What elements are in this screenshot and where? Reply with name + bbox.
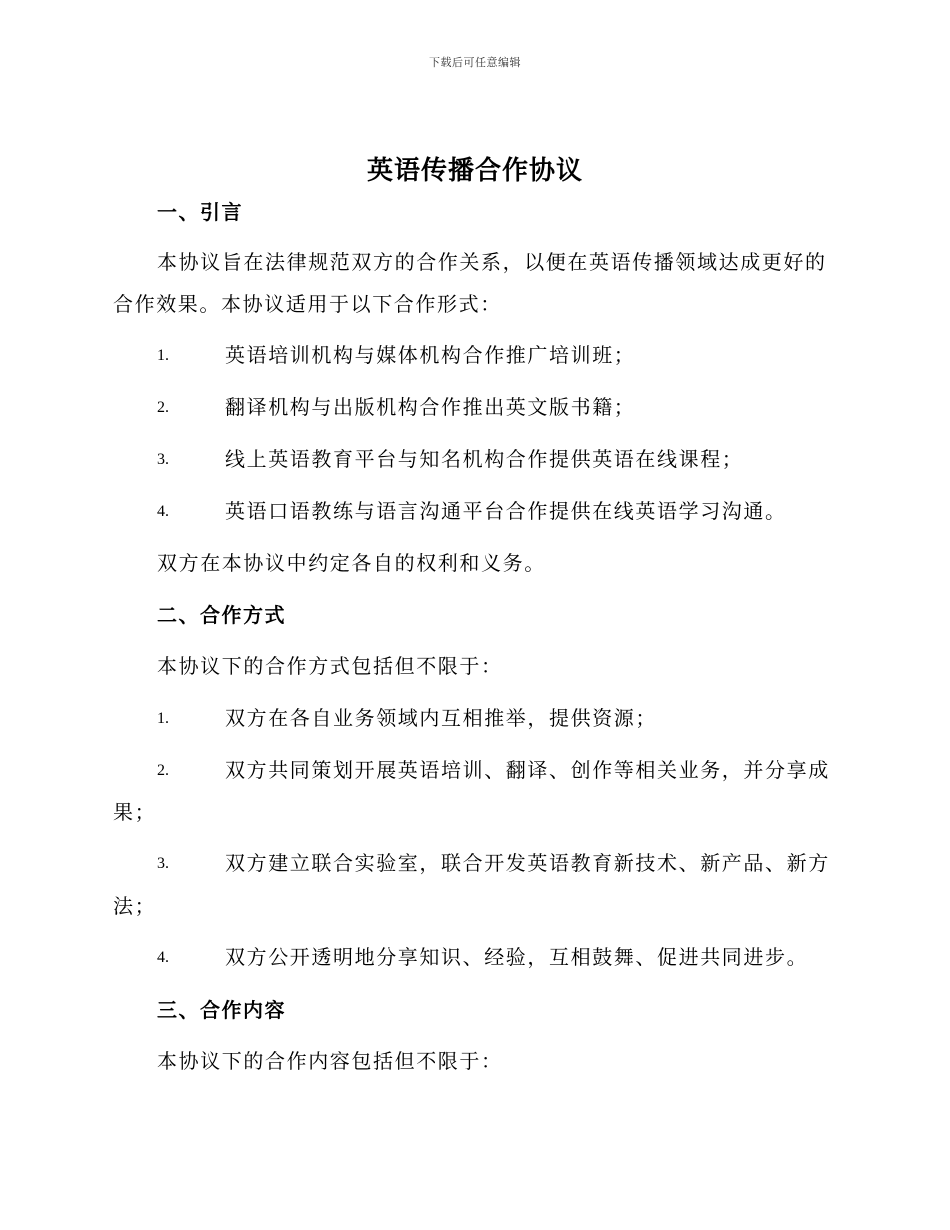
list-item-continuation: 果； xyxy=(113,800,157,824)
list-item-text: 双方共同策划开展英语培训、翻译、创作等相关业务，并分享成 xyxy=(225,758,830,782)
list-item-number: 2. xyxy=(157,399,169,416)
section-heading-cooperation-methods: 二、合作方式 xyxy=(157,603,286,627)
list-item-text: 双方在各自业务领域内互相推举，提供资源； xyxy=(225,706,657,730)
section-heading-intro: 一、引言 xyxy=(157,200,243,224)
paragraph-line: 本协议下的合作方式包括但不限于： xyxy=(157,654,503,678)
list-item-text: 双方公开透明地分享知识、经验，互相鼓舞、促进共同进步。 xyxy=(225,945,809,969)
list-item-text: 双方建立联合实验室，联合开发英语教育新技术、新产品、新方 xyxy=(225,851,830,875)
section-heading-cooperation-content: 三、合作内容 xyxy=(157,998,286,1022)
list-item-number: 2. xyxy=(157,762,169,779)
list-item-text: 英语培训机构与媒体机构合作推广培训班； xyxy=(225,343,636,367)
list-item-text: 线上英语教育平台与知名机构合作提供英语在线课程； xyxy=(225,447,744,471)
paragraph-line: 双方在本协议中约定各自的权利和义务。 xyxy=(157,551,546,575)
list-item-number: 3. xyxy=(157,855,169,872)
list-item-number: 1. xyxy=(157,710,169,727)
list-item-continuation: 法； xyxy=(113,894,157,918)
paragraph-line: 本协议旨在法律规范双方的合作关系，以便在英语传播领域达成更好的 xyxy=(157,250,827,274)
list-item-number: 4. xyxy=(157,949,169,966)
list-item-text: 英语口语教练与语言沟通平台合作提供在线英语学习沟通。 xyxy=(225,499,787,523)
document-title: 英语传播合作协议 xyxy=(366,156,583,186)
list-item-number: 3. xyxy=(157,451,169,468)
header-note: 下载后可任意编辑 xyxy=(429,56,521,69)
list-item-number: 1. xyxy=(157,347,169,364)
list-item-text: 翻译机构与出版机构合作推出英文版书籍； xyxy=(225,395,636,419)
paragraph-line: 本协议下的合作内容包括但不限于： xyxy=(157,1049,503,1073)
list-item-number: 4. xyxy=(157,503,169,520)
paragraph-line: 合作效果。本协议适用于以下合作形式： xyxy=(113,292,502,316)
